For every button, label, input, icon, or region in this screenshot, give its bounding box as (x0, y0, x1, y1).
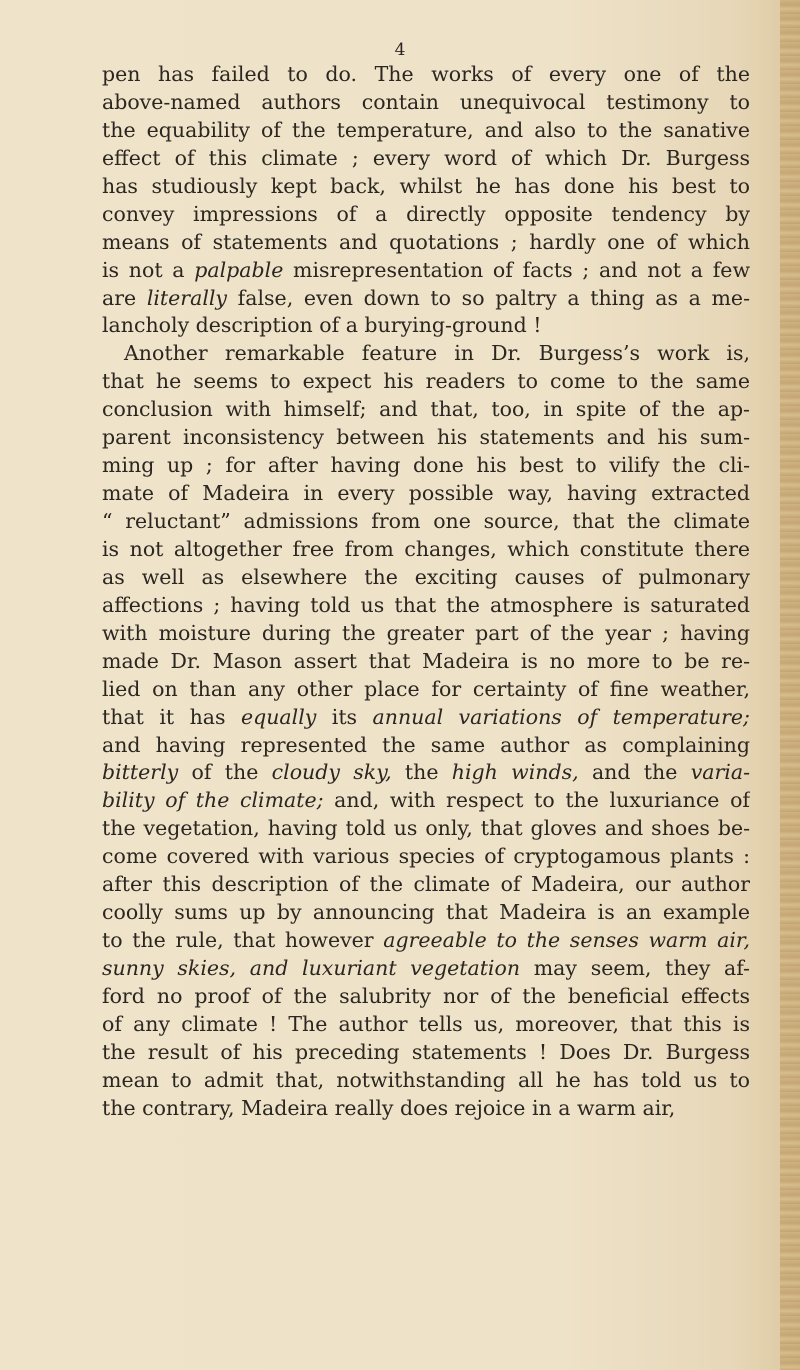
italic-text: cloudy sky, (271, 760, 392, 785)
text-run: Another remarkable feature in Dr. Burgess’s work is, (124, 341, 750, 366)
text-line (102, 1039, 750, 1067)
text-line (102, 424, 750, 452)
text-run: the contrary, Madeira really does rejoice in a warm air, (102, 1095, 676, 1120)
text-line (102, 564, 750, 592)
text-run: effect of this climate ; every word of which Dr. Burgess (102, 145, 750, 170)
text-run: mean to admit that, notwithstanding all he has told us to (102, 1067, 750, 1092)
text-run: as well as elsewhere the exciting causes of pulmonary (102, 564, 750, 589)
text-line (102, 257, 750, 285)
text-line (102, 229, 750, 257)
italic-text: varia- (690, 760, 750, 785)
text-line (102, 312, 750, 340)
text-line (102, 815, 750, 843)
page-number: 4 (394, 40, 406, 60)
text-line (102, 592, 750, 620)
text-run: after this description of the climate of Madeira, our author (102, 872, 750, 897)
text-run: of the (178, 760, 272, 785)
italic-text: literally (146, 285, 228, 310)
text-line (102, 89, 750, 117)
text-run: “ reluctant” admissions from one source, that the climate (102, 509, 750, 533)
text-line (102, 396, 750, 424)
text-run: the result of his preceding statements ! Does Dr. Burgess (102, 1039, 750, 1064)
text-line (102, 843, 750, 871)
text-run: and, with respect to the luxuriance of (323, 788, 750, 813)
text-run: pen has failed to do. The works of every one of the (102, 62, 750, 86)
italic-text: bitterly (102, 760, 179, 785)
page-edge-shadow (780, 0, 800, 1370)
text-line (102, 480, 750, 508)
italic-text: agreeable to the senses warm air, (383, 928, 750, 953)
text-run: means of statements and quotations ; hardly one of which (102, 229, 750, 254)
italic-text: bility of the climate; (102, 788, 324, 813)
text-run: convey impressions of a directly opposite tendency by (102, 201, 750, 226)
text-line (102, 648, 750, 676)
text-line (102, 340, 750, 368)
italic-text: sunny skies, and luxuriant vegetation (102, 956, 521, 980)
text-run: the (391, 760, 452, 785)
text-run: to the rule, that however (102, 928, 384, 953)
body-text (102, 61, 750, 1123)
text-run: come covered with various species of cryptogamous plants : (102, 844, 750, 869)
text-line (102, 787, 750, 815)
text-line (102, 899, 750, 927)
text-run: has studiously kept back, whilst he has done his best to (102, 173, 750, 198)
text-line (102, 1067, 750, 1095)
text-run: above-named authors contain unequivocal testimony to (102, 89, 750, 114)
text-line (102, 285, 750, 313)
text-run: affections ; having told us that the atmosphere is saturated (102, 592, 750, 617)
text-run: is not altogether free from changes, which constitute there (102, 536, 750, 561)
text-run: of any climate ! The author tells us, moreover, that this is (102, 1011, 750, 1036)
text-run: misrepresentation of facts ; and not a few (283, 257, 750, 282)
text-run: ford no proof of the salubrity nor of the beneficial effects (102, 983, 750, 1008)
text-run: made Dr. Mason assert that Madeira is no more to be re- (102, 648, 750, 673)
text-line (102, 61, 750, 89)
text-run: with moisture during the greater part of the year ; having (102, 620, 750, 645)
text-run: lancholy description of a burying-ground ! (102, 313, 542, 338)
text-line (102, 1095, 750, 1123)
text-line (102, 620, 750, 648)
text-line (102, 759, 750, 787)
text-run: lied on than any other place for certainty of fine weather, (102, 676, 750, 701)
text-run: and having represented the same author as complaining (102, 732, 750, 757)
text-run: its (316, 704, 373, 729)
italic-text: palpable (194, 257, 284, 282)
text-run: that it has (102, 704, 241, 729)
text-run: that he seems to expect his readers to come to the same (102, 369, 750, 394)
text-run: mate of Madeira in every possible way, having extracted (102, 481, 750, 506)
text-line (102, 1011, 750, 1039)
text-line (102, 452, 750, 480)
text-line (102, 871, 750, 899)
text-run: are (102, 285, 147, 310)
text-line (102, 536, 750, 564)
text-run: may seem, they af- (520, 956, 750, 980)
text-line (102, 201, 750, 229)
text-run: the vegetation, having told us only, that gloves and shoes be- (102, 816, 750, 841)
text-line (102, 704, 750, 732)
text-run: the equability of the temperature, and also to the sanative (102, 117, 750, 142)
italic-text: equally (240, 704, 317, 729)
text-run: conclusion with himself; and that, too, in spite of the ap- (102, 397, 750, 422)
text-line (102, 732, 750, 760)
italic-text: annual variations of temperature; (372, 704, 750, 729)
text-line (102, 955, 750, 983)
text-line (102, 368, 750, 396)
text-run: is not a (102, 257, 195, 282)
text-run: ming up ; for after having done his best to vilify the cli- (102, 453, 750, 478)
text-run: and the (578, 760, 691, 785)
text-line (102, 927, 750, 955)
text-line (102, 676, 750, 704)
text-run: parent inconsistency between his statements and his sum- (102, 425, 750, 450)
text-line (102, 145, 750, 173)
text-run: false, even down to so paltry a thing as a me- (227, 285, 750, 310)
italic-text: high winds, (451, 760, 579, 785)
text-line (102, 983, 750, 1011)
text-run: coolly sums up by announcing that Madeira is an example (102, 900, 750, 925)
text-line (102, 117, 750, 145)
text-line (102, 508, 750, 536)
text-line (102, 173, 750, 201)
